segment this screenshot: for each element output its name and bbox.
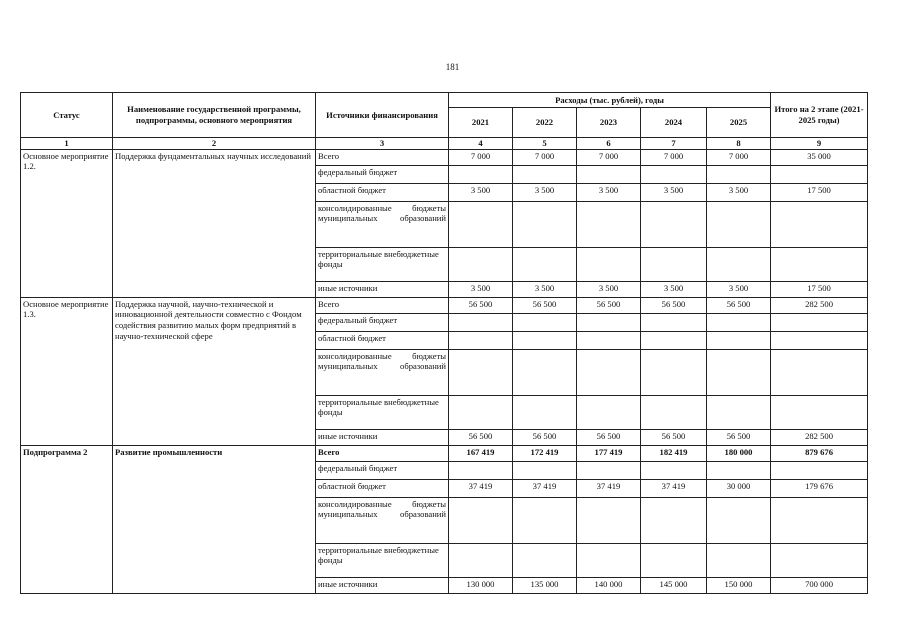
- source-cell: федеральный бюджет: [316, 165, 449, 183]
- value-cell: 7 000: [577, 149, 641, 165]
- value-cell: [449, 543, 513, 577]
- total-cell: [771, 247, 868, 281]
- value-cell: 3 500: [513, 281, 577, 297]
- col-number: 6: [577, 138, 641, 150]
- name-cell: Поддержка фундаментальных научных исследований: [113, 149, 316, 297]
- col-number: 8: [707, 138, 771, 150]
- value-cell: 150 000: [707, 577, 771, 593]
- value-cell: [513, 349, 577, 395]
- header-year: 2022: [513, 108, 577, 138]
- value-cell: [577, 461, 641, 479]
- total-cell: 282 500: [771, 297, 868, 313]
- source-cell: консолидированные бюджеты муниципальных образований: [316, 349, 449, 395]
- value-cell: [641, 313, 707, 331]
- total-cell: 700 000: [771, 577, 868, 593]
- total-cell: [771, 313, 868, 331]
- value-cell: 56 500: [449, 297, 513, 313]
- value-cell: 56 500: [707, 297, 771, 313]
- total-cell: [771, 349, 868, 395]
- value-cell: [449, 313, 513, 331]
- value-cell: 56 500: [577, 429, 641, 445]
- source-cell: областной бюджет: [316, 479, 449, 497]
- value-cell: [449, 461, 513, 479]
- value-cell: [641, 201, 707, 247]
- header-expenses: Расходы (тыс. рублей), годы: [449, 93, 771, 108]
- source-cell: территориальные внебюджетные фонды: [316, 395, 449, 429]
- value-cell: 56 500: [641, 297, 707, 313]
- value-cell: [513, 201, 577, 247]
- source-cell: областной бюджет: [316, 331, 449, 349]
- value-cell: 56 500: [513, 429, 577, 445]
- value-cell: 3 500: [707, 281, 771, 297]
- value-cell: 7 000: [513, 149, 577, 165]
- source-cell: территориальные внебюджетные фонды: [316, 247, 449, 281]
- value-cell: 172 419: [513, 445, 577, 461]
- value-cell: [513, 331, 577, 349]
- header-status: Статус: [21, 93, 113, 138]
- col-number: 9: [771, 138, 868, 150]
- name-cell: Поддержка научной, научно-технической и инновационной деятельности совместно с Фондом содействия развитию малых форм предприятий в научно-технической сфере: [113, 297, 316, 445]
- value-cell: [707, 497, 771, 543]
- total-cell: [771, 543, 868, 577]
- value-cell: [641, 349, 707, 395]
- value-cell: [707, 331, 771, 349]
- value-cell: 30 000: [707, 479, 771, 497]
- header-year: 2025: [707, 108, 771, 138]
- value-cell: [577, 313, 641, 331]
- col-number: 4: [449, 138, 513, 150]
- value-cell: 130 000: [449, 577, 513, 593]
- value-cell: 37 419: [449, 479, 513, 497]
- source-cell: Всего: [316, 445, 449, 461]
- header-name: Наименование государственной программы, подпрограммы, основного мероприятия: [113, 93, 316, 138]
- source-cell: областной бюджет: [316, 183, 449, 201]
- value-cell: [641, 461, 707, 479]
- total-cell: [771, 461, 868, 479]
- value-cell: 3 500: [449, 183, 513, 201]
- value-cell: 180 000: [707, 445, 771, 461]
- header-year: 2024: [641, 108, 707, 138]
- value-cell: 7 000: [707, 149, 771, 165]
- value-cell: [449, 349, 513, 395]
- value-cell: 56 500: [513, 297, 577, 313]
- value-cell: 3 500: [641, 183, 707, 201]
- table-row: [21, 445, 868, 461]
- value-cell: [707, 201, 771, 247]
- value-cell: [707, 461, 771, 479]
- value-cell: [577, 543, 641, 577]
- value-cell: [449, 201, 513, 247]
- page-number: 181: [445, 62, 460, 72]
- total-cell: [771, 497, 868, 543]
- source-cell: Всего: [316, 149, 449, 165]
- value-cell: [577, 395, 641, 429]
- value-cell: [641, 395, 707, 429]
- value-cell: 3 500: [577, 183, 641, 201]
- value-cell: [513, 497, 577, 543]
- value-cell: 135 000: [513, 577, 577, 593]
- value-cell: 7 000: [641, 149, 707, 165]
- value-cell: [513, 165, 577, 183]
- value-cell: [707, 543, 771, 577]
- source-cell: федеральный бюджет: [316, 313, 449, 331]
- total-cell: 179 676: [771, 479, 868, 497]
- total-cell: 35 000: [771, 149, 868, 165]
- value-cell: [577, 165, 641, 183]
- source-cell: федеральный бюджет: [316, 461, 449, 479]
- value-cell: [577, 497, 641, 543]
- table-row: [21, 149, 868, 165]
- source-cell: иные источники: [316, 429, 449, 445]
- header-total: Итого на 2 этапе (2021-2025 годы): [771, 93, 868, 138]
- value-cell: [449, 497, 513, 543]
- value-cell: [707, 395, 771, 429]
- value-cell: 3 500: [449, 281, 513, 297]
- value-cell: [449, 331, 513, 349]
- value-cell: 56 500: [707, 429, 771, 445]
- col-number: 7: [641, 138, 707, 150]
- value-cell: 37 419: [577, 479, 641, 497]
- value-cell: [577, 331, 641, 349]
- value-cell: [577, 349, 641, 395]
- value-cell: [707, 313, 771, 331]
- value-cell: 145 000: [641, 577, 707, 593]
- total-cell: [771, 201, 868, 247]
- source-cell: Всего: [316, 297, 449, 313]
- value-cell: [641, 247, 707, 281]
- value-cell: 56 500: [641, 429, 707, 445]
- value-cell: [641, 331, 707, 349]
- value-cell: [641, 165, 707, 183]
- value-cell: [513, 247, 577, 281]
- name-cell: Развитие промышленности: [113, 445, 316, 593]
- total-cell: 17 500: [771, 183, 868, 201]
- value-cell: [707, 247, 771, 281]
- value-cell: 182 419: [641, 445, 707, 461]
- status-cell: Основное мероприятие 1.3.: [21, 297, 113, 445]
- total-cell: [771, 165, 868, 183]
- header-sources: Источники финансирования: [316, 93, 449, 138]
- value-cell: 3 500: [513, 183, 577, 201]
- value-cell: [449, 395, 513, 429]
- status-cell: Основное мероприятие 1.2.: [21, 149, 113, 297]
- total-cell: 17 500: [771, 281, 868, 297]
- header-year: 2021: [449, 108, 513, 138]
- table-row: [21, 297, 868, 313]
- col-number: 1: [21, 138, 113, 150]
- value-cell: [577, 201, 641, 247]
- value-cell: 167 419: [449, 445, 513, 461]
- status-cell: Подпрограмма 2: [21, 445, 113, 593]
- value-cell: 56 500: [449, 429, 513, 445]
- source-cell: консолидированные бюджеты муниципальных образований: [316, 201, 449, 247]
- source-cell: иные источники: [316, 281, 449, 297]
- value-cell: 3 500: [577, 281, 641, 297]
- value-cell: [513, 395, 577, 429]
- value-cell: 177 419: [577, 445, 641, 461]
- header-year: 2023: [577, 108, 641, 138]
- col-number: 2: [113, 138, 316, 150]
- value-cell: [449, 247, 513, 281]
- value-cell: [577, 247, 641, 281]
- source-cell: иные источники: [316, 577, 449, 593]
- value-cell: [449, 165, 513, 183]
- total-cell: [771, 331, 868, 349]
- value-cell: [641, 543, 707, 577]
- col-number: 5: [513, 138, 577, 150]
- value-cell: 7 000: [449, 149, 513, 165]
- value-cell: [513, 543, 577, 577]
- value-cell: 140 000: [577, 577, 641, 593]
- source-cell: территориальные внебюджетные фонды: [316, 543, 449, 577]
- col-number: 3: [316, 138, 449, 150]
- total-cell: 879 676: [771, 445, 868, 461]
- value-cell: 37 419: [641, 479, 707, 497]
- value-cell: [513, 313, 577, 331]
- source-cell: консолидированные бюджеты муниципальных образований: [316, 497, 449, 543]
- value-cell: 37 419: [513, 479, 577, 497]
- value-cell: 3 500: [707, 183, 771, 201]
- value-cell: [707, 349, 771, 395]
- budget-table: [20, 92, 868, 594]
- value-cell: [513, 461, 577, 479]
- value-cell: [641, 497, 707, 543]
- value-cell: 56 500: [577, 297, 641, 313]
- total-cell: 282 500: [771, 429, 868, 445]
- value-cell: 3 500: [641, 281, 707, 297]
- total-cell: [771, 395, 868, 429]
- value-cell: [707, 165, 771, 183]
